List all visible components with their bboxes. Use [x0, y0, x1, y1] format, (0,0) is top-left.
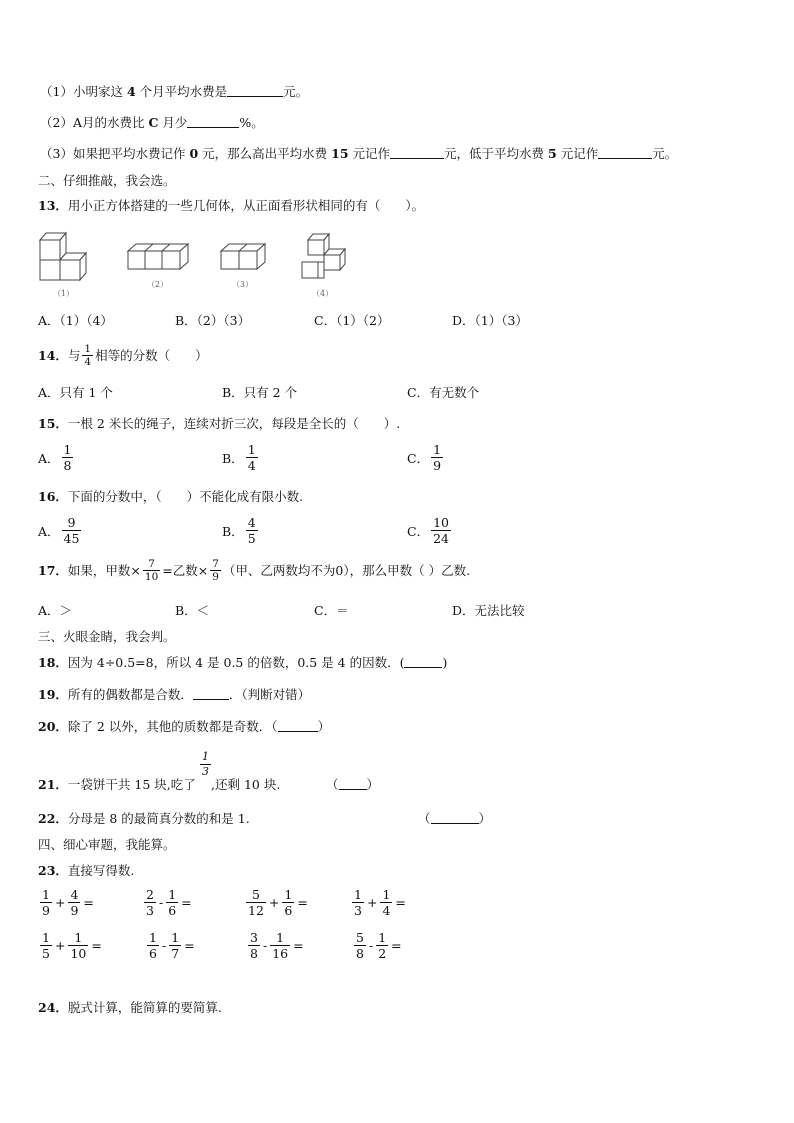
section-heading-4: 四、细心审题，我能算。	[38, 837, 176, 852]
fraction: $\frac{1}{8}$	[63, 442, 72, 473]
q15-option-b[interactable]: B． $\frac{1}{4}$	[222, 442, 256, 473]
calc-expression: $\frac{1}{9}$ + $\frac{4}{9}$ =	[42, 887, 94, 918]
q16-option-c[interactable]: C． $\frac{10}{24}$	[407, 515, 449, 546]
question-15: 15．一根 2 米长的绳子，连续对折三次，每段是全长的（ ）.	[38, 416, 401, 431]
fraction: $\frac{1}{9}$	[433, 442, 442, 473]
cube-figure-2	[126, 241, 190, 273]
answer-blank[interactable]	[404, 655, 442, 668]
calc-expression: $\frac{1}{5}$ + $\frac{1}{10}$ =	[42, 930, 102, 961]
question-17: 17． 如果，甲数× $\frac{7}{10}$ =乙数× $\frac{7}{9}$ （甲、乙两数均不为0），那么甲数（ ）乙数.	[38, 558, 471, 583]
question-13: 13．用小正方体搭建的一些几何体，从正面看形状相同的有（ ）。	[38, 198, 425, 213]
answer-blank[interactable]	[193, 687, 229, 700]
calc-expression: $\frac{2}{3}$ - $\frac{1}{6}$ =	[146, 887, 192, 918]
q14-option-c[interactable]: C．有无数个	[407, 385, 480, 400]
fraction: $\frac{4}{5}$	[247, 515, 256, 546]
answer-blank[interactable]	[187, 115, 239, 128]
question-21: 21．一袋饼干共 15 块,吃了	[38, 777, 196, 792]
question-21-answer: （ ）	[326, 777, 380, 792]
question-23: 23．直接写得数.	[38, 863, 135, 878]
answer-blank[interactable]	[598, 146, 652, 159]
q13-option-b[interactable]: B．（2）（3）	[175, 313, 251, 328]
calc-expression: $\frac{5}{8}$ - $\frac{1}{2}$ =	[356, 930, 402, 961]
section-heading-3: 三、火眼金睛，我会判。	[38, 629, 176, 644]
q15-option-a[interactable]: A． $\frac{1}{8}$	[38, 442, 72, 473]
figure-caption-4: （4）	[312, 289, 334, 298]
q13-option-c[interactable]: C．（1）（2）	[314, 313, 390, 328]
question-24: 24．脱式计算，能简算的要简算.	[38, 1000, 222, 1015]
cube-figure-1	[38, 230, 98, 282]
question-14: 14． 与 $\frac{1}{4}$ 相等的分数（ ）	[38, 343, 208, 368]
q13-option-a[interactable]: A．（1）（4）	[38, 313, 113, 328]
fraction: $\frac{1}{4}$	[247, 442, 256, 473]
sub-question-3: （3）如果把平均水费记作 0 元，那么高出平均水费 15 元记作 元，低于平均水费 5 元记作 元。	[40, 146, 678, 161]
calc-expression: $\frac{1}{3}$ + $\frac{1}{4}$ =	[354, 887, 406, 918]
figure-caption-2: （2）	[147, 280, 169, 289]
calc-expression: $\frac{5}{12}$ + $\frac{1}{6}$ =	[248, 887, 308, 918]
calc-expression: $\frac{3}{8}$ - $\frac{1}{16}$ =	[250, 930, 304, 961]
question-18: 18．因为 4÷0.5=8，所以 4 是 0.5 的倍数，0.5 是 4 的因数．( )	[38, 655, 448, 670]
sub-question-2: （2）A月的水费比 C 月少 %。	[40, 115, 264, 130]
fraction: 1 3	[202, 750, 209, 778]
cube-figure-3	[219, 241, 269, 273]
answer-blank[interactable]	[390, 146, 444, 159]
question-22: 22．分母是 8 的最简真分数的和是 1.	[38, 811, 250, 826]
q17-option-d[interactable]: D．无法比较	[452, 603, 525, 618]
answer-blank[interactable]	[278, 719, 318, 732]
q14-option-a[interactable]: A．只有 1 个	[38, 385, 113, 400]
q17-option-c[interactable]: C．＝	[314, 603, 349, 618]
q17-option-b[interactable]: B．＜	[175, 603, 210, 618]
figure-caption-1: （1）	[53, 289, 75, 298]
answer-blank[interactable]	[339, 777, 367, 790]
question-19: 19．所有的偶数都是合数． ．（判断对错）	[38, 687, 311, 702]
answer-blank[interactable]	[227, 84, 283, 97]
q15-option-c[interactable]: C． $\frac{1}{9}$	[407, 442, 442, 473]
cube-figure-4	[300, 232, 350, 280]
section-heading-2: 二、仔细推敲，我会选。	[38, 173, 176, 188]
fraction: $\frac{9}{45}$	[63, 515, 80, 546]
q13-option-d[interactable]: D．（1）（3）	[452, 313, 528, 328]
question-16: 16．下面的分数中，（ ）不能化成有限小数.	[38, 489, 304, 504]
calc-expression: $\frac{1}{6}$ - $\frac{1}{7}$ =	[149, 930, 195, 961]
figure-caption-3: （3）	[232, 280, 254, 289]
question-21-tail: ,还剩 10 块.	[211, 777, 281, 792]
fraction: $\frac{7}{9}$	[212, 558, 219, 583]
sub-question-1: （1）小明家这 4 个月平均水费是 元。	[40, 84, 309, 99]
question-20: 20．除了 2 以外，其他的质数都是奇数．（ ）	[38, 719, 331, 734]
q17-option-a[interactable]: A．＞	[38, 603, 73, 618]
fraction: $\frac{1}{4}$	[84, 343, 92, 368]
q16-option-b[interactable]: B． $\frac{4}{5}$	[222, 515, 256, 546]
fraction: $\frac{10}{24}$	[433, 515, 449, 546]
q16-option-a[interactable]: A． $\frac{9}{45}$	[38, 515, 80, 546]
q14-option-b[interactable]: B．只有 2 个	[222, 385, 298, 400]
question-22-answer: （ ）	[418, 811, 492, 826]
answer-blank[interactable]	[431, 811, 479, 824]
fraction: $\frac{7}{10}$	[144, 558, 159, 583]
